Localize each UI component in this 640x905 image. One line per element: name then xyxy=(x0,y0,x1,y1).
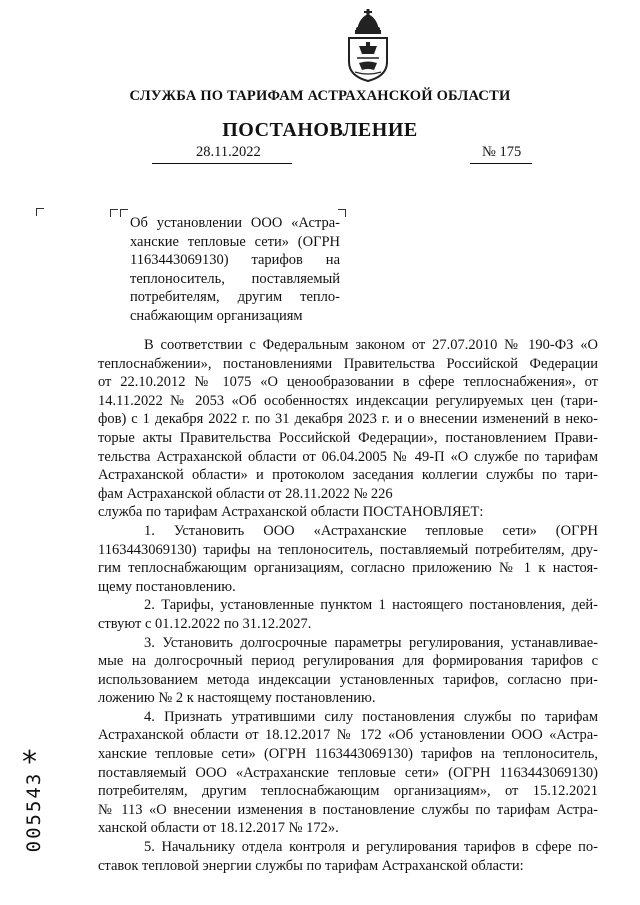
body-line: ложению № 2 к настоящему постановлению. xyxy=(98,690,376,707)
corner-mark xyxy=(110,209,118,217)
document-number: № 175 xyxy=(482,144,522,160)
subject-line: ханские тепловые сети» (ОГРН xyxy=(130,233,340,250)
body-line: ствуют с 01.12.2022 по 31.12.2027. xyxy=(98,615,312,632)
number-underline xyxy=(470,163,532,164)
body-line: 5. Начальнику отдела контроля и регулирования тарифов в сфере по- xyxy=(144,839,598,856)
body-line: 2. Тарифы, установленные пунктом 1 настоящего постановления, дей- xyxy=(144,597,598,614)
document-subject xyxy=(130,214,340,326)
subject-line: теплоноситель, поставляемый xyxy=(130,270,340,287)
body-line: использованием метода индексации установленных тарифов, согласно при- xyxy=(98,671,598,688)
body-line: ставок тепловой энергии службы по тарифам Астраханской области: xyxy=(98,857,524,874)
body-line: тельства Астраханской области от 06.04.2005 № 49-П «О службе по тарифам xyxy=(98,448,598,465)
subject-line: Об установлении ООО «Астра- xyxy=(130,215,340,231)
body-line: Астраханской области» и протоколом заседания коллегии службы по тари- xyxy=(98,467,598,484)
body-line: теплоснабжении», постановлениями Правительства Российской Федерации xyxy=(98,355,598,372)
subject-line: 1163443069130) тарифов на xyxy=(130,252,340,269)
body-line: потребителям, другим теплоснабжающим организациям», от 15.12.2021 xyxy=(98,783,598,800)
body-line: фам Астраханской области от 28.11.2022 № 226 xyxy=(98,485,393,502)
document-date: 28.11.2022 xyxy=(196,144,261,160)
subject-line: потребителям, другим тепло- xyxy=(130,289,340,306)
subject-line: снабжающим организациям xyxy=(130,307,303,324)
body-line: Астраханской области от 18.12.2017 № 172 «Об установлении ООО «Астра- xyxy=(98,727,598,744)
body-line: торые акты Правительства Российской Федерации», постановлением Прави- xyxy=(98,429,598,446)
body-line: 1163443069130) тарифы на теплоноситель, поставляемый потребителям, дру- xyxy=(98,541,598,558)
body-line: В соответствии с Федеральным законом от 27.07.2010 № 190-ФЗ «О xyxy=(144,337,598,353)
body-line: от 22.10.2012 № 1075 «О ценообразовании в сфере теплоснабжения», от xyxy=(98,374,598,391)
body-line: поставляемый ООО «Астраханские тепловые сети» (ОГРН 1163443069130) xyxy=(98,764,598,781)
agency-name: СЛУЖБА ПО ТАРИФАМ АСТРАХАНСКОЙ ОБЛАСТИ xyxy=(129,88,511,104)
margin-serial-number: 005543 xyxy=(23,771,45,853)
document-type: ПОСТАНОВЛЕНИЕ xyxy=(222,119,418,141)
corner-mark xyxy=(36,208,44,216)
body-line: ханской области от 18.12.2017 № 172». xyxy=(98,820,339,837)
body-line: щему постановлению. xyxy=(98,578,236,595)
margin-asterisk: * xyxy=(22,745,37,780)
body-line: 14.11.2022 № 2053 «Об особенностях индексации регулируемых цен (тари- xyxy=(98,392,598,409)
document-body xyxy=(98,336,598,875)
body-line: 3. Установить долгосрочные параметры регулирования, устанавливае- xyxy=(144,634,598,651)
body-line: мые на долгосрочный период регулирования для формирования тарифов с xyxy=(98,653,598,670)
body-line: ханские тепловые сети» (ОГРН 1163443069130) тарифов на теплоноситель, xyxy=(98,746,598,763)
body-line: 1. Установить ООО «Астраханские тепловые сети» (ОГРН xyxy=(144,522,598,539)
body-line: гим теплоснабжающим организациям, согласно приложению № 1 к настоя- xyxy=(98,560,598,577)
corner-mark xyxy=(120,209,128,217)
body-line: 4. Признать утратившими силу постановления службы по тарифам xyxy=(144,708,598,725)
body-line: фов) с 1 декабря 2022 г. по 31 декабря 2023 г. и о внесении изменений в неко- xyxy=(98,411,598,428)
date-underline xyxy=(152,163,292,164)
coat-of-arms-icon xyxy=(345,8,391,82)
body-line: № 113 «О внесении изменения в постановление службы по тарифам Астра- xyxy=(98,801,598,818)
body-line: служба по тарифам Астраханской области ПОСТАНОВЛЯЕТ: xyxy=(98,504,484,521)
